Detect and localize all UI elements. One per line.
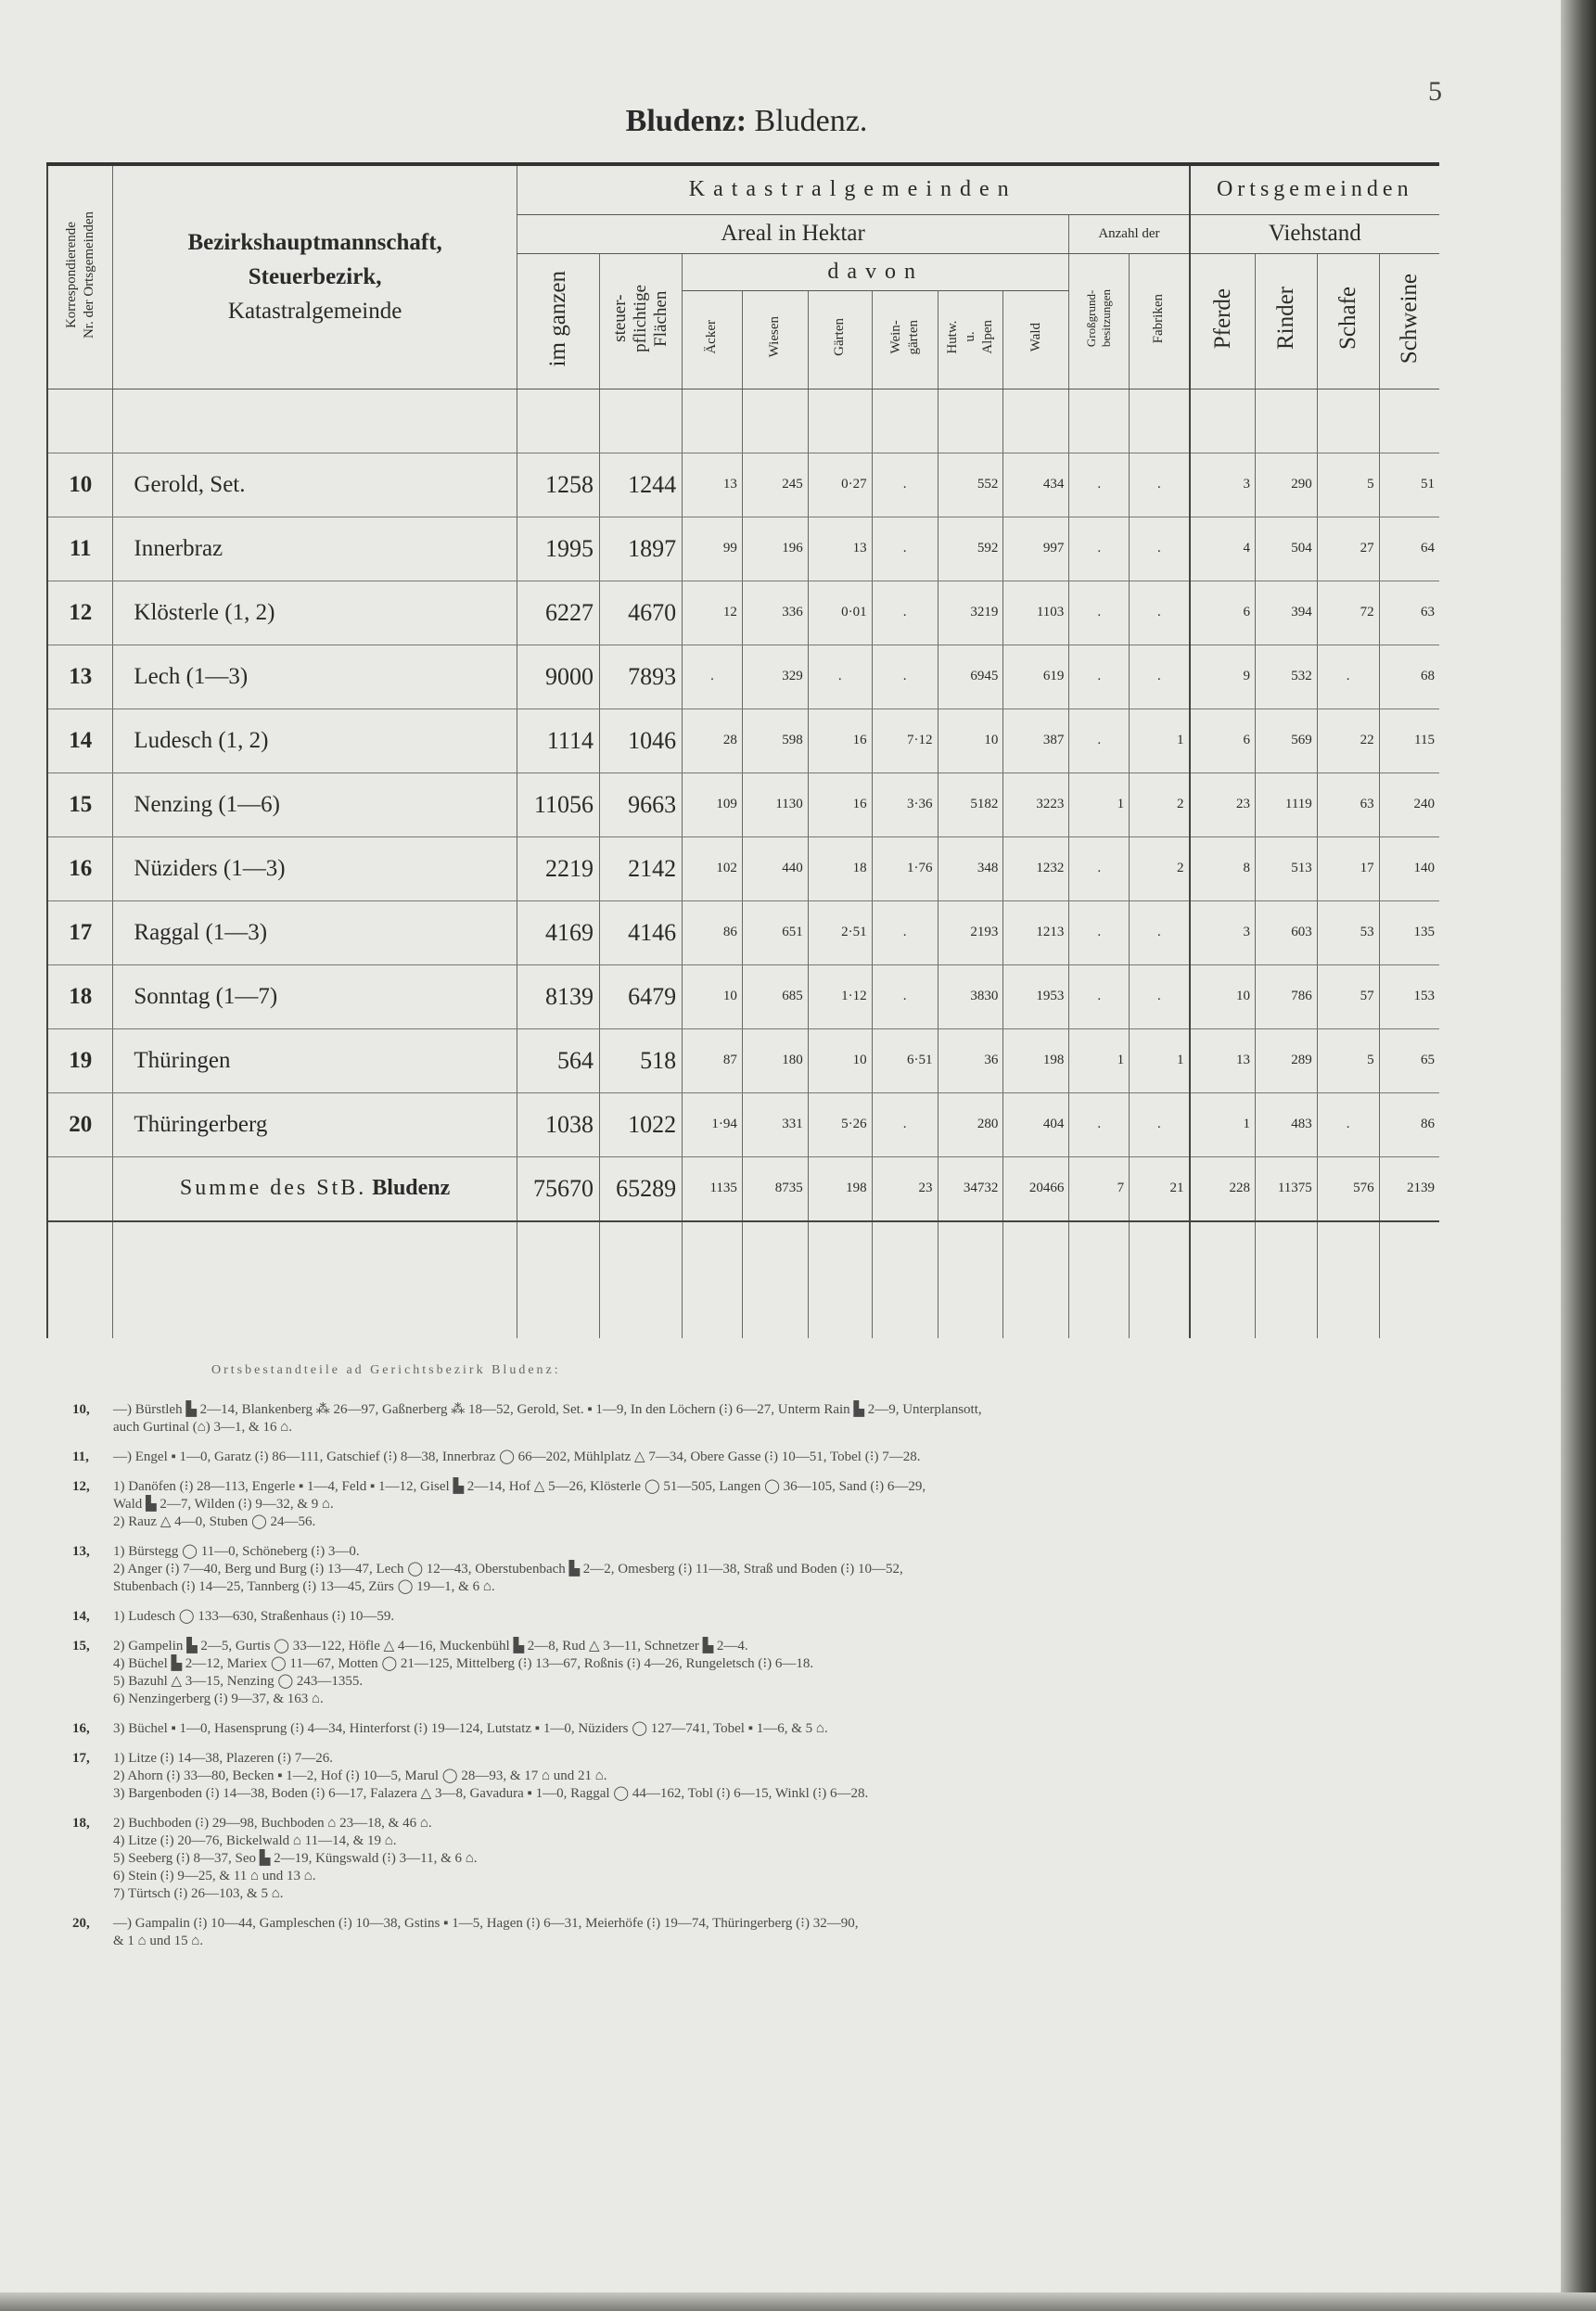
- table-row: 17 Raggal (1—3) 4169 4146 86 651 2·51 . 2193 1213 . . 3 603 53 135: [47, 900, 1439, 964]
- notes-heading: Ortsbestandteile ad Gerichtsbezirk Bludenz:: [211, 1363, 561, 1377]
- areal-header: Areal in Hektar: [517, 214, 1068, 253]
- sum-row: Summe des StB. Bludenz 75670 65289 1135 8735 198 23 34732 20466 7 21 228 11375 576 2139: [47, 1156, 1439, 1221]
- aecker-header: Äcker: [683, 290, 743, 389]
- title-rest: Bludenz.: [747, 104, 868, 138]
- katastral-header: Katastralgemeinden: [517, 164, 1189, 214]
- book-spine-edge: [1561, 0, 1596, 2311]
- ortsgemeinden-header: Ortsgemeinden: [1190, 164, 1439, 214]
- anzahl-header: Anzahl der: [1069, 214, 1190, 253]
- viehstand-header: Viehstand: [1190, 214, 1439, 253]
- table-row: 18 Sonntag (1—7) 8139 6479 10 685 1·12 . 3830 1953 . . 10 786 57 153: [47, 964, 1439, 1028]
- table-row: 12 Klösterle (1, 2) 6227 4670 12 336 0·01 . 3219 1103 . . 6 394 72 63: [47, 581, 1439, 645]
- wein-header: Wein- gärten: [872, 290, 938, 389]
- note-10: 10, —) Bürstleh ▙ 2—14, Blankenberg ⁂ 26—97, Gaßnerberg ⁂ 18—52, Gerold, Set. ▪ 1—9, In den Löchern (⁝) 6—27, Unterm Rain ▙ 2—9, Unterplansott, auch Gurtinal (⌂) 3—1, & 16 ⌂.: [72, 1402, 982, 1435]
- pferde-header: Pferde: [1190, 253, 1256, 389]
- steuer-header: steuer- pflichtige Flächen: [599, 253, 682, 389]
- title-bold: Bludenz:: [625, 104, 747, 138]
- rinder-header: Rinder: [1255, 253, 1317, 389]
- wiesen-header: Wiesen: [742, 290, 808, 389]
- page-title: [0, 104, 1493, 139]
- note-17: 17, 1) Litze (⁝) 14—38, Plazeren (⁝) 7—26. 2) Ahorn (⁝) 33—80, Becken ▪ 1—2, Hof (⁝) 10—5, Marul ◯ 28—93, & 17 ⌂ und 21 ⌂. 3) Bargenboden (⁝) 14—38, Boden (⁝) 6—17, Falazera △ 3—8, Gavadura ▪ 1—0, Raggal ◯ 44—162, Tobl (⁝) 6—15, Winkl (⁝) 6—28.: [72, 1751, 869, 1801]
- table-row: 11 Innerbraz 1995 1897 99 196 13 . 592 997 . . 4 504 27 64: [47, 517, 1439, 581]
- note-18: 18, 2) Buchboden (⁝) 29—98, Buchboden ⌂ 23—18, & 46 ⌂. 4) Litze (⁝) 20—76, Bickelwald ⌂ 11—14, & 19 ⌂. 5) Seeberg (⁝) 8—37, Seo ▙ 2—19, Küngswald (⁝) 3—11, & 6 ⌂. 6) Stein (⁝) 9—25, & 11 ⌂ und 13 ⌂. 7) Türtsch (⁝) 26—103, & 5 ⌂.: [72, 1816, 478, 1901]
- note-15: 15, 2) Gampelin ▙ 2—5, Gurtis ◯ 33—122, Höfle △ 4—16, Muckenbühl ▙ 2—8, Rud △ 3—11, Schnetzer ▙ 2—4. 4) Büchel ▙ 2—12, Mariex ◯ 11—67, Motten ◯ 21—125, Mittelberg (⁝) 13—67, Roßnis (⁝) 4—26, Rungeletsch (⁝) 6—18. 5) Bazuhl △ 3—15, Nenzing ◯ 243—1355. 6) Nenzingerberg (⁝) 9—37, & 163 ⌂.: [72, 1639, 814, 1706]
- davon-header: davon: [683, 253, 1069, 290]
- ortsbestandteile-notes: [72, 1361, 1445, 1962]
- note-13: 13, 1) Bürstegg ◯ 11—0, Schöneberg (⁝) 3—0. 2) Anger (⁝) 7—40, Berg und Burg (⁝) 13—47, Lech ◯ 12—43, Oberstubenbach ▙ 2—2, Omesberg (⁝) 11—38, Straß und Boden (⁝) 10—52, Stubenbach (⁝) 14—25, Tannberg (⁝) 13—45, Zürs ◯ 19—1, & 6 ⌂.: [72, 1544, 903, 1594]
- table-row: 14 Ludesch (1, 2) 1114 1046 28 598 16 7·12 10 387 . 1 6 569 22 115: [47, 709, 1439, 772]
- gaerten-header: Gärten: [808, 290, 872, 389]
- gross-header: Großgrund- besitzungen: [1069, 253, 1130, 389]
- page-bottom-edge: [0, 2292, 1596, 2311]
- schafe-header: Schafe: [1317, 253, 1379, 389]
- note-11: 11, —) Engel ▪ 1—0, Garatz (⁝) 86—111, Gatschief (⁝) 8—38, Innerbraz ◯ 66—202, Mühlplatz △ 7—34, Obere Gasse (⁝) 10—51, Tobel (⁝) 7—28.: [72, 1449, 921, 1464]
- note-16: 16, 3) Büchel ▪ 1—0, Hasensprung (⁝) 4—34, Hinterforst (⁝) 19—124, Lutstatz ▪ 1—0, Nüziders ◯ 127—741, Tobel ▪ 1—6, & 5 ⌂.: [72, 1721, 828, 1736]
- fabriken-header: Fabriken: [1130, 253, 1190, 389]
- table-row: 13 Lech (1—3) 9000 7893 . 329 . . 6945 619 . . 9 532 . 68: [47, 645, 1439, 709]
- nr-header: Korrespondierende Nr. der Ortsgemeinden: [47, 164, 113, 389]
- table-row: 16 Nüziders (1—3) 2219 2142 102 440 18 1·76 348 1232 . 2 8 513 17 140: [47, 836, 1439, 900]
- page-number: 5: [1428, 76, 1442, 107]
- table-row: 10 Gerold, Set. 1258 1244 13 245 0·27 . 552 434 . . 3 290 5 51: [47, 453, 1439, 517]
- table-row: 15 Nenzing (1—6) 11056 9663 109 1130 16 3·36 5182 3223 1 2 23 1119 63 240: [47, 772, 1439, 836]
- hutw-header: Hutw. u. Alpen: [938, 290, 1003, 389]
- bezirk-header: Bezirkshauptmannschaft, Steuerbezirk, Katastralgemeinde: [113, 164, 517, 389]
- schweine-header: Schweine: [1379, 253, 1439, 389]
- im-ganzen-header: im ganzen: [517, 253, 599, 389]
- note-20: 20, —) Gampalin (⁝) 10—44, Gampleschen (⁝) 10—38, Gstins ▪ 1—5, Hagen (⁝) 6—31, Meierhöfe (⁝) 19—74, Thüringerberg (⁝) 32—90, & 1 ⌂ und 15 ⌂.: [72, 1916, 859, 1948]
- wald-header: Wald: [1003, 290, 1069, 389]
- table-row: 19 Thüringen 564 518 87 180 10 6·51 36 198 1 1 13 289 5 65: [47, 1028, 1439, 1092]
- note-12: 12, 1) Danöfen (⁝) 28—113, Engerle ▪ 1—4, Feld ▪ 1—12, Gisel ▙ 2—14, Hof △ 5—26, Klösterle ◯ 51—505, Langen ◯ 36—105, Sand (⁝) 6—29, Wald ▙ 2—7, Wilden (⁝) 9—32, & 9 ⌂. 2) Rauz △ 4—0, Stuben ◯ 24—56.: [72, 1479, 926, 1529]
- table-row: 20 Thüringerberg 1038 1022 1·94 331 5·26 . 280 404 . . 1 483 . 86: [47, 1092, 1439, 1156]
- note-14: 14, 1) Ludesch ◯ 133—630, Straßenhaus (⁝) 10—59.: [72, 1609, 395, 1624]
- statistics-table: [46, 162, 1439, 1338]
